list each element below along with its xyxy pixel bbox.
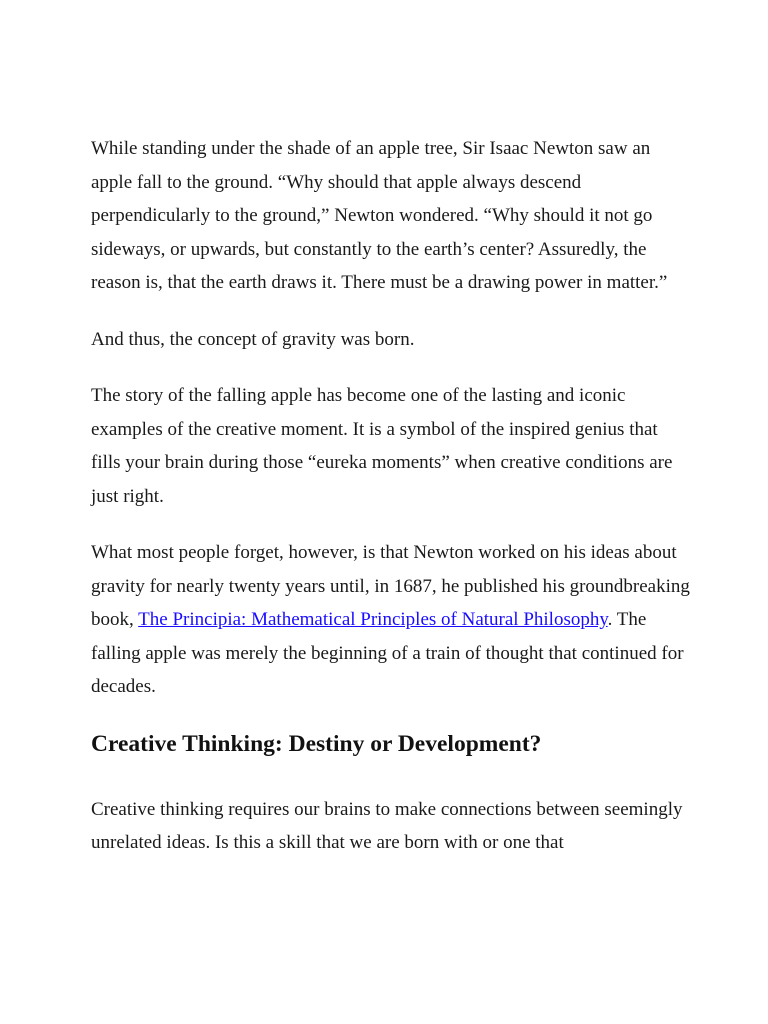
paragraph-creative-thinking: Creative thinking requires our brains to make connections between seemingly unrelated ideas. Is this a skill that we are born with or one that	[91, 798, 683, 853]
article-body	[91, 132, 691, 883]
section-heading: Creative Thinking: Destiny or Development?	[91, 730, 542, 757]
paragraph-falling-apple-story: The story of the falling apple has become one of the lasting and iconic examples of the creative moment. It is a symbol of the inspired genius that fills your brain during those “eureka moments” when creative conditions are just right.	[91, 385, 673, 507]
paragraph-newton-twenty-years	[91, 536, 691, 704]
paragraph-text-before-link: What most people forget, however, is that Newton worked on his ideas about gravity for nearly twenty years until, in 1687, he published his groundbreaking book,	[91, 542, 690, 630]
principia-link[interactable]: The Principia: Mathematical Principles of Natural Philosophy	[138, 609, 608, 630]
paragraph-newton-apple: While standing under the shade of an apple tree, Sir Isaac Newton saw an apple fall to the ground. “Why should that apple always descend perpendicularly to the ground,” Newton wondered. “Why should it not go sideways, or upwards, but constantly to the earth’s center? Assuredly, the reason is, that the earth draws it. There must be a drawing power in matter.”	[91, 138, 668, 293]
paragraph-text-after-link: . The falling apple was merely the beginning of a train of thought that continued for decades.	[91, 609, 684, 697]
paragraph-gravity-born: And thus, the concept of gravity was born.	[91, 328, 415, 350]
